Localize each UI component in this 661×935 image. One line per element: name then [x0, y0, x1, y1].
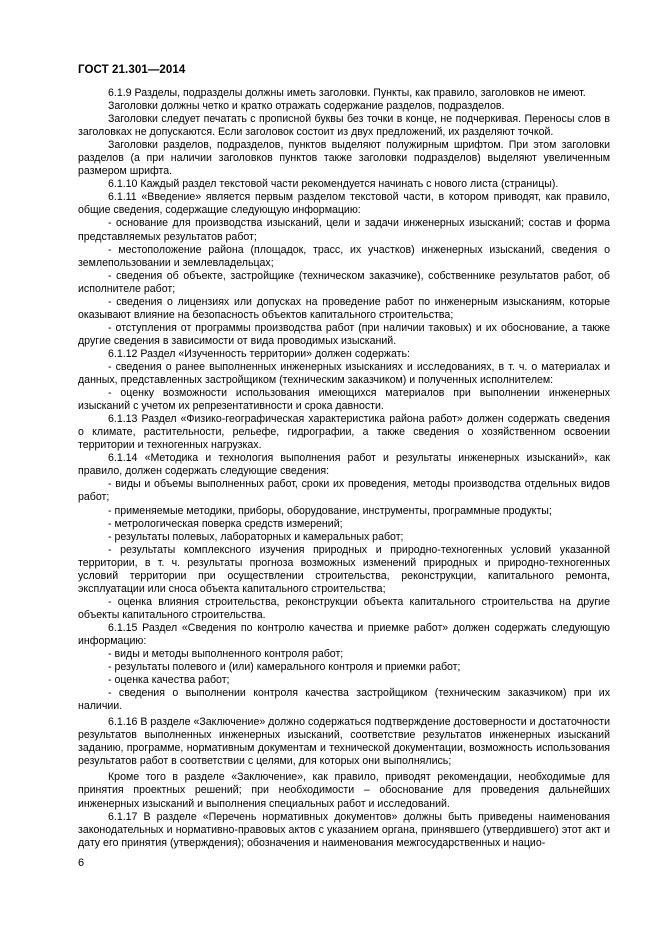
paragraph: 6.1.17 В разделе «Перечень нормативных документов» должны быть приведены наименования законодательных и нормативно-правовых актов с указанием органа, принявшего (утвердившего) этот акт и дату его принятия (утверждения); обозначения и наименования межгосударственных и нацио- — [78, 810, 610, 849]
list-item: - местоположение района (площадок, трасс, их участков) инженерных изысканий, сведения о землепользовании и землевладельцах; — [78, 243, 610, 269]
list-item: - виды и объемы выполненных работ, сроки их проведения, методы производства отдельных видов работ; — [78, 478, 610, 504]
paragraph: Кроме того в разделе «Заключение», как правило, приводят рекомендации, необходимые для принятия проектных решений; при необходимости – обоснование для проведения дальнейших инженерных изысканий и выполнения специальных работ и исследований. — [78, 771, 610, 810]
paragraph: 6.1.10 Каждый раздел текстовой части рекомендуется начинать с нового листа (страницы). — [108, 178, 559, 191]
list-item: - оценку возможности использования имеющихся материалов при выполнении инженерных изысканий с учетом их репрезентативности и срока давности. — [78, 387, 610, 413]
document-body — [78, 87, 610, 850]
paragraph: 6.1.16 В разделе «Заключение» должно содержаться подтверждение достоверности и достаточности результатов выполненных инженерных изысканий, соответствие результатов инженерных изысканий заданию, программе, нормативным документам и технической документации, возможность использования результатов работ в соответствии с целями, для которых они выполнялись; — [78, 716, 610, 768]
list-item: - результаты полевых, лабораторных и камеральных работ; — [108, 530, 404, 543]
page-number: 6 — [78, 857, 85, 869]
list-item: - сведения о лицензиях или допусках на проведение работ по инженерным изысканиям, которые оказывают влияние на безопасность объектов капитального строительства; — [78, 295, 610, 321]
paragraph: 6.1.13 Раздел «Физико-географическая характеристика района работ» должен содержать сведения о климате, растительности, рельефе, гидрографии, а также сведения о хозяйственном освоении территории и техногенных нагрузках. — [78, 413, 610, 452]
list-item: - сведения о выполнении контроля качества застройщиком (техническим заказчиком) при их наличии. — [78, 687, 610, 713]
list-item: - сведения о ранее выполненных инженерных изысканиях и исследованиях, в т. ч. о материалах и данных, представленных застройщиком (техническим заказчиком) и полученных исполнителем: — [78, 360, 610, 387]
list-item: - результаты полевого и (или) камерального контроля и приемки работ; — [108, 661, 461, 674]
paragraph: Заголовки разделов, подразделов, пунктов выделяют полужирным шрифтом. При этом заголовки разделов (а при наличии заголовков пунктов также заголовки подразделов) выделяют увеличенным размером шрифта. — [78, 139, 610, 178]
paragraph: Заголовки следует печатать с прописной буквы без точки в конце, не подчеркивая. Переносы слов в заголовках не допускаются. Если заголовок состоит из двух предложений, их разделяют точкой. — [78, 113, 610, 139]
paragraph: Заголовки должны четко и кратко отражать содержание разделов, подразделов. — [108, 100, 505, 113]
list-item: - отступления от программы производства работ (при наличии таковых) и их обоснование, а также другие сведения в зависимости от вида проводимых изысканий. — [78, 321, 610, 347]
list-item: - оценка качества работ; — [108, 674, 230, 687]
paragraph: 6.1.11 «Введение» является первым разделом текстовой части, в котором приводят, как правило, общие сведения, содержащие следующую информацию: — [78, 191, 610, 217]
list-item: - результаты комплексного изучения природных и природно-техногенных условий указанной территории, в т. ч. результаты прогноза возможных изменений природных и природно-техногенных условий территории при осуществлении строительства, реконструкции, капитального ремонта, эксплуатации или сноса объекта капитального строительства; — [78, 543, 610, 595]
list-item: - применяемые методики, приборы, оборудование, инструменты, программные продукты; — [108, 504, 552, 517]
list-item: - основание для производства изысканий, цели и задачи инженерных изысканий; состав и форма представляемых результатов работ; — [78, 217, 610, 243]
list-item: - метрологическая поверка средств измерений; — [108, 517, 343, 530]
paragraph: 6.1.15 Раздел «Сведения по контролю качества и приемке работ» должен содержать следующую информацию: — [78, 621, 610, 647]
paragraph: 6.1.14 «Методика и технология выполнения работ и результаты инженерных изысканий», как правило, должен содержать следующие сведения: — [78, 452, 610, 478]
document-code-header: ГОСТ 21.301—2014 — [78, 64, 186, 76]
paragraph: 6.1.9 Разделы, подразделы должны иметь заголовки. Пункты, как правило, заголовков не имеют. — [108, 87, 586, 99]
list-item: - виды и методы выполненного контроля работ; — [108, 648, 344, 661]
paragraph: 6.1.12 Раздел «Изученность территории» должен содержать: — [108, 347, 410, 360]
list-item: - оценка влияния строительства, реконструкции объекта капитального строительства на другие объекты капитального строительства. — [78, 595, 610, 621]
list-item: - сведения об объекте, застройщике (техническом заказчике), собственнике результатов работ, об исполнителе работ; — [78, 269, 610, 295]
